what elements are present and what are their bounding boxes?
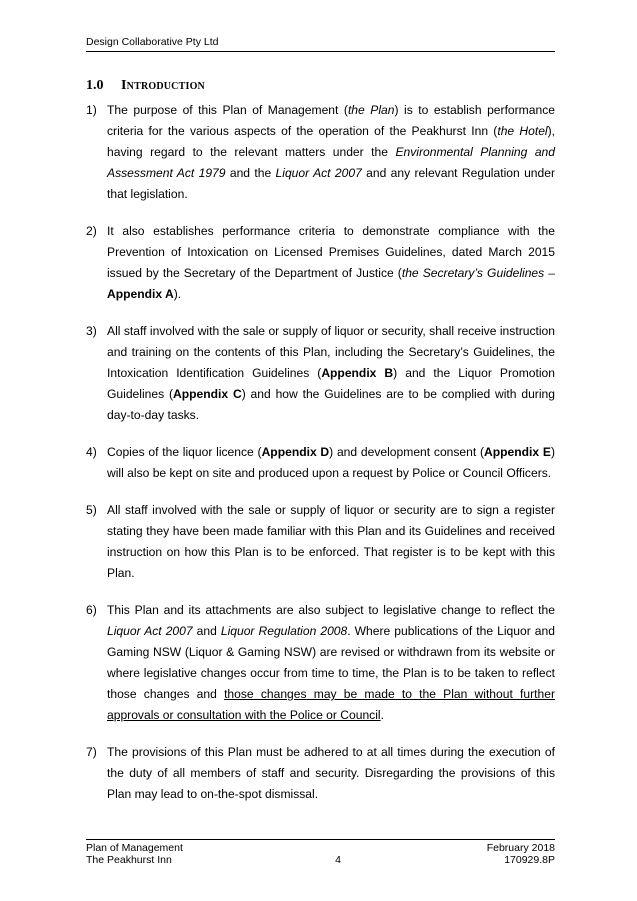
list-item-text: and the bbox=[225, 166, 276, 180]
list-item-text: ). bbox=[173, 287, 182, 301]
list-item-text: This Plan and its attachments are also subject to legislative change to reflect the bbox=[107, 603, 555, 617]
page-number: 4 bbox=[335, 854, 341, 866]
list-item-text: Liquor Act 2007 bbox=[107, 624, 193, 638]
list-item-text: The purpose of this Plan of Management ( bbox=[107, 103, 348, 117]
list-item-text: Liquor Regulation 2008 bbox=[220, 624, 348, 638]
list-item-text: ), having regard to the relevant matters under the bbox=[107, 124, 556, 159]
list-item-number: 6) bbox=[86, 603, 97, 617]
section-heading bbox=[86, 78, 555, 94]
list-item bbox=[86, 321, 555, 426]
list-item-text: Appendix C bbox=[173, 387, 242, 401]
list-item-text: Copies of the liquor licence ( bbox=[107, 445, 262, 459]
introduction-section bbox=[86, 78, 555, 821]
list-item-text: . bbox=[380, 708, 384, 722]
list-item-text: Environmental Planning and Assessment Act 1979 bbox=[107, 145, 555, 180]
list-item-text: and any relevant Regulation under that legislation. bbox=[107, 166, 555, 201]
footer-date: February 2018 bbox=[486, 842, 555, 854]
numbered-list bbox=[86, 100, 555, 805]
list-item-text: It also establishes performance criteria to demonstrate compliance with the Prevention of Intoxication on Licensed Premises Guidelines, dated March 2015 issued by the Secretary of the Department of Justice ( bbox=[107, 224, 555, 280]
list-item-text: All staff involved with the sale or supply of liquor or security are to sign a register stating they have been made familiar with this Plan and its Guidelines and received instruction on how this Plan is to be enforced. That register is to be kept with this Plan. bbox=[107, 503, 555, 580]
list-item-text: Liquor Act 2007 bbox=[275, 166, 362, 180]
list-item-text: the Plan bbox=[347, 103, 395, 117]
list-item bbox=[86, 100, 555, 205]
list-item-text: ) is to establish performance criteria for the various aspects of the operation of the Peakhurst Inn ( bbox=[107, 103, 555, 138]
list-item bbox=[86, 742, 555, 805]
list-item-text: All staff involved with the sale or supply of liquor or security, shall receive instruction and training on the contents of this Plan, including the Secretary’s Guidelines, the Intoxication Identification Guidelines ( bbox=[107, 324, 555, 380]
list-item-text: ) and development consent ( bbox=[329, 445, 485, 459]
list-item-number: 4) bbox=[86, 445, 97, 459]
list-item-number: 3) bbox=[86, 324, 97, 338]
list-item-text: ) and how the Guidelines are to be complied with during day-to-day tasks. bbox=[107, 387, 555, 422]
list-item-text: The provisions of this Plan must be adhered to at all times during the execution of the duty of all members of staff and security. Disregarding the provisions of this Plan may lead to on-the-spot dismissal. bbox=[107, 745, 555, 801]
list-item-number: 5) bbox=[86, 503, 97, 517]
list-item bbox=[86, 221, 555, 305]
page-footer bbox=[86, 839, 555, 866]
list-item-text: . Where publications of the Liquor and Gaming NSW (Liquor & Gaming NSW) are revised or withdrawn from its website or where legislative changes occur from time to time, the Plan is to be taken to reflect those changes and bbox=[107, 624, 555, 701]
list-item-number: 7) bbox=[86, 745, 97, 759]
list-item-text: and bbox=[192, 624, 221, 638]
list-item-number: 2) bbox=[86, 224, 97, 238]
list-item-text: Appendix D bbox=[261, 445, 330, 459]
list-item bbox=[86, 500, 555, 584]
list-item-text: Appendix B bbox=[321, 366, 394, 380]
list-item-text: Appendix E bbox=[484, 445, 551, 459]
page-header bbox=[86, 36, 555, 52]
section-number: 1.0 bbox=[86, 78, 104, 93]
section-title: Introduction bbox=[121, 78, 205, 93]
list-item-text: ) and the Liquor Promotion Guidelines ( bbox=[107, 366, 555, 401]
list-item-text: the Hotel bbox=[497, 124, 548, 138]
list-item-number: 1) bbox=[86, 103, 97, 117]
footer-doc-title: Plan of Management bbox=[86, 842, 183, 854]
list-item-text: ) will also be kept on site and produced upon a request by Police or Council Officers. bbox=[107, 445, 555, 480]
list-item bbox=[86, 442, 555, 484]
list-item bbox=[86, 600, 555, 726]
footer-venue: The Peakhurst Inn bbox=[86, 854, 172, 866]
list-item-text: the Secretary’s Guidelines – bbox=[401, 266, 556, 280]
list-item-text: those changes may be made to the Plan without further approvals or consultation with the Police or Council bbox=[107, 687, 555, 722]
footer-ref: 170929.8P bbox=[504, 854, 555, 866]
list-item-text: Appendix A bbox=[107, 287, 174, 301]
header-company: Design Collaborative Pty Ltd bbox=[86, 36, 219, 48]
